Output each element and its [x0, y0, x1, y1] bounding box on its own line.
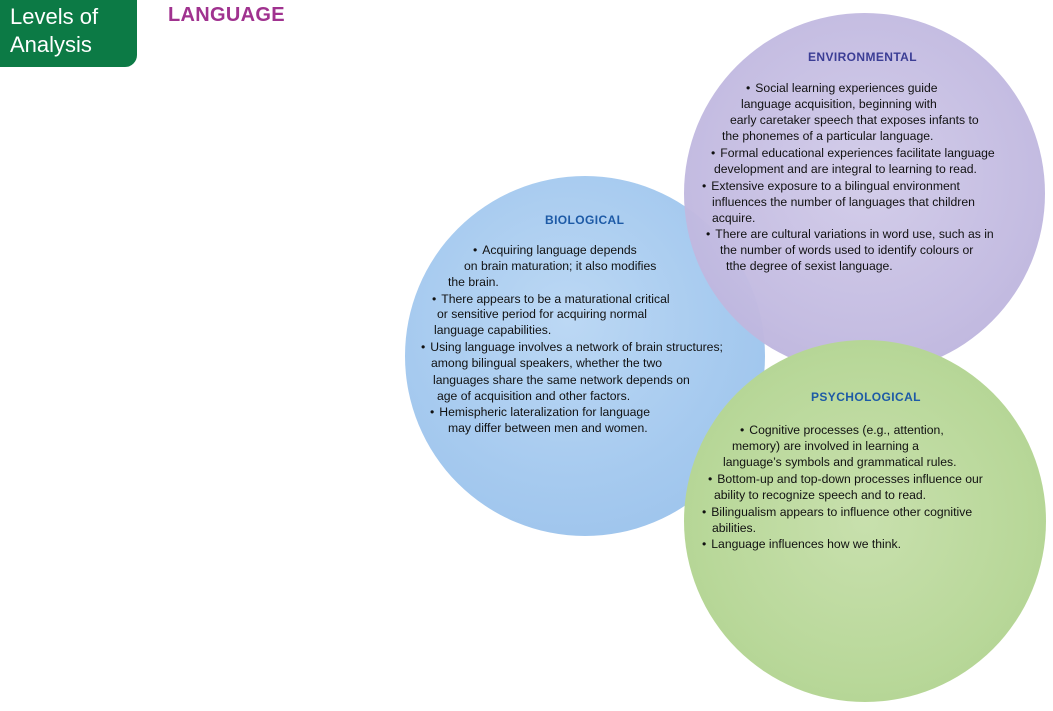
biological-line: • There appears to be a maturational critical: [432, 292, 670, 306]
psychological-line: • Language influences how we think.: [702, 537, 901, 551]
levels-of-analysis-tab: [0, 0, 137, 67]
psychological-line: • Cognitive processes (e.g., attention,: [740, 423, 944, 437]
psychological-line: • Bottom-up and top-down processes influence our: [708, 472, 983, 486]
psychological-line: language’s symbols and grammatical rules.: [723, 455, 957, 469]
page-title: LANGUAGE: [168, 4, 285, 26]
psychological-line: abilities.: [712, 521, 757, 535]
tab-line-1: Levels of: [10, 4, 99, 29]
environmental-line: influences the number of languages that children: [712, 195, 975, 209]
biological-line: language capabilities.: [434, 323, 552, 337]
biological-line: • Acquiring language depends: [473, 243, 637, 257]
biological-line: the brain.: [448, 275, 499, 289]
environmental-line: language acquisition, beginning with: [741, 97, 937, 111]
biological-line: or sensitive period for acquiring normal: [437, 307, 647, 321]
psychological-line: memory) are involved in learning a: [732, 439, 919, 453]
psychological-line: • Bilingualism appears to influence other cognitive: [702, 505, 973, 519]
environmental-line: acquire.: [712, 211, 756, 225]
psychological-heading: PSYCHOLOGICAL: [811, 390, 921, 404]
biological-line: may differ between men and women.: [448, 421, 648, 435]
environmental-line: early caretaker speech that exposes infants to: [730, 113, 979, 127]
environmental-line: the phonemes of a particular language.: [722, 129, 934, 143]
environmental-line: • Formal educational experiences facilitate language: [711, 146, 995, 160]
biological-heading: BIOLOGICAL: [545, 213, 625, 227]
biological-line: • Using language involves a network of brain structures;: [421, 340, 723, 354]
biological-line: languages share the same network depends on: [433, 373, 690, 387]
environmental-line: • There are cultural variations in word use, such as in: [706, 227, 994, 241]
environmental-heading: ENVIRONMENTAL: [808, 50, 917, 64]
biological-line: • Hemispheric lateralization for language: [430, 405, 650, 419]
tab-line-2: Analysis: [10, 32, 92, 57]
biological-line: on brain maturation; it also modifies: [464, 259, 657, 273]
environmental-line: development and are integral to learning to read.: [714, 162, 977, 176]
biological-line: among bilingual speakers, whether the two: [431, 356, 663, 370]
environmental-line: • Extensive exposure to a bilingual environment: [702, 179, 960, 193]
environmental-line: the number of words used to identify colours or: [720, 243, 974, 257]
psychological-line: ability to recognize speech and to read.: [714, 488, 927, 502]
environmental-line: • Social learning experiences guide: [746, 81, 938, 95]
biological-line: age of acquisition and other factors.: [437, 389, 631, 403]
environmental-line: tthe degree of sexist language.: [726, 259, 893, 273]
